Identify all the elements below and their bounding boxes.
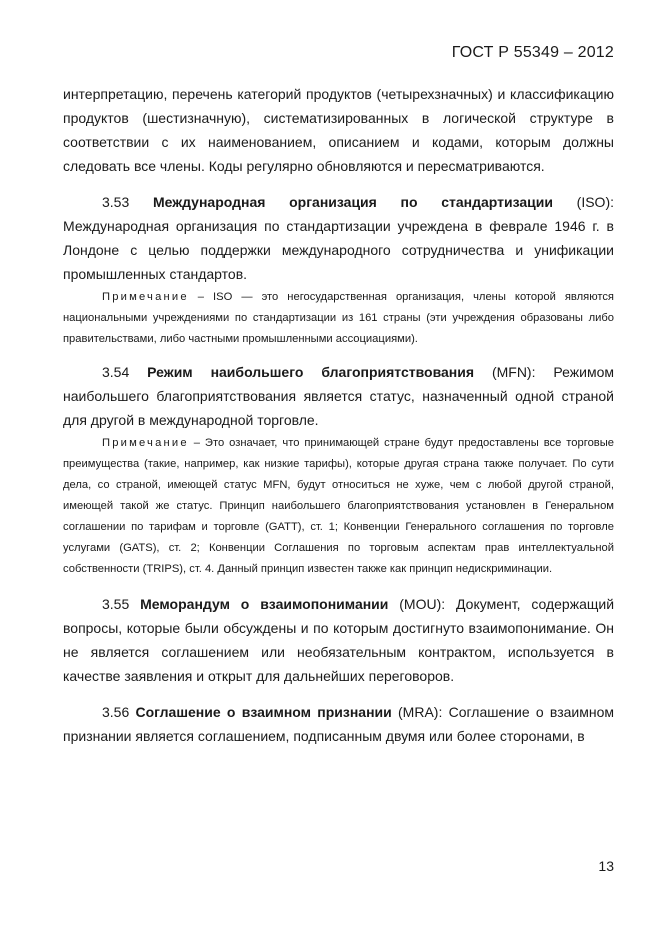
section-3-56 xyxy=(63,700,614,748)
section-term: Режим наибольшего благоприятствования xyxy=(147,364,475,380)
note-text: – Это означает, что принимающей стране будут предоставлены все торговые преимущества (такие, например, как низкие тарифы), которые другая страна также получает. По сути дела, со страной, имеющей статус MFN, будут относиться не хуже, чем с любой другой страной, имеющей такой же статус. Принцип наибольшего благоприятствования установлен в Генеральном соглашении по тарифам и торговле (GATT), ст. 1; Конвенции Генерального соглашения по торговле услугами (GATS), ст. 2; Конвенции Соглашения по торговым аспектам прав интеллектуальной собственности (TRIPS), ст. 4. Данный принцип известен также как принцип недискриминации. xyxy=(63,437,614,575)
section-abbr: (MFN): xyxy=(474,364,536,380)
note-text: – ISO — это негосударственная организация, члены которой являются национальными учреждениями по стандартизации из 161 страны (эти учреждения образованы либо правительствами, либо частными промышленными ассоциациями). xyxy=(63,291,614,345)
section-term: Международная организация по стандартизации xyxy=(152,194,553,210)
note-3-54 xyxy=(63,433,614,580)
section-number: 3.56 xyxy=(102,704,130,720)
section-term: Меморандум о взаимопонимании xyxy=(140,596,389,612)
section-text: Соглашение о взаимном признании является соглашением, подписанным двумя или более сторонами, в xyxy=(63,704,614,744)
section-number: 3.53 xyxy=(102,194,130,210)
document-header: ГОСТ Р 55349 – 2012 xyxy=(451,44,614,61)
section-number: 3.54 xyxy=(102,364,130,380)
section-text: Режимом наибольшего благоприятствования является статус, назначенный одной страной для другой в международной торговле. xyxy=(63,364,614,428)
section-abbr: (MRA): xyxy=(391,704,443,720)
note-label: Примечание xyxy=(102,437,189,449)
section-3-53 xyxy=(63,190,614,286)
document-body xyxy=(63,82,614,748)
section-term: Соглашение о взаимном признании xyxy=(135,704,392,720)
section-3-55 xyxy=(63,592,614,688)
section-number: 3.55 xyxy=(102,596,130,612)
section-text: Международная организация по стандартизации учреждена в феврале 1946 г. в Лондоне с целью поддержки международного сотрудничества и унификации промышленных стандартов. xyxy=(63,218,614,282)
page-number: 13 xyxy=(598,858,614,874)
section-abbr: (MOU): xyxy=(388,596,446,612)
intro-paragraph: интерпретацию, перечень категорий продуктов (четырехзначных) и классификацию продуктов (шестизначную), систематизированных в логической структуре в соответствии с их наименованием, описанием и кодами, которым должны следовать все члены. Коды регулярно обновляются и пересматриваются. xyxy=(63,86,614,174)
note-3-53 xyxy=(63,287,614,350)
section-abbr: (ISO): xyxy=(552,194,614,210)
section-text: Документ, содержащий вопросы, которые были обсуждены и по которым достигнуто взаимопонимание. Он не является соглашением или необязательным контрактом, используется в качестве заявления и открыт для дальнейших переговоров. xyxy=(63,596,615,684)
section-3-54 xyxy=(63,360,614,432)
note-label: Примечание xyxy=(102,291,189,303)
